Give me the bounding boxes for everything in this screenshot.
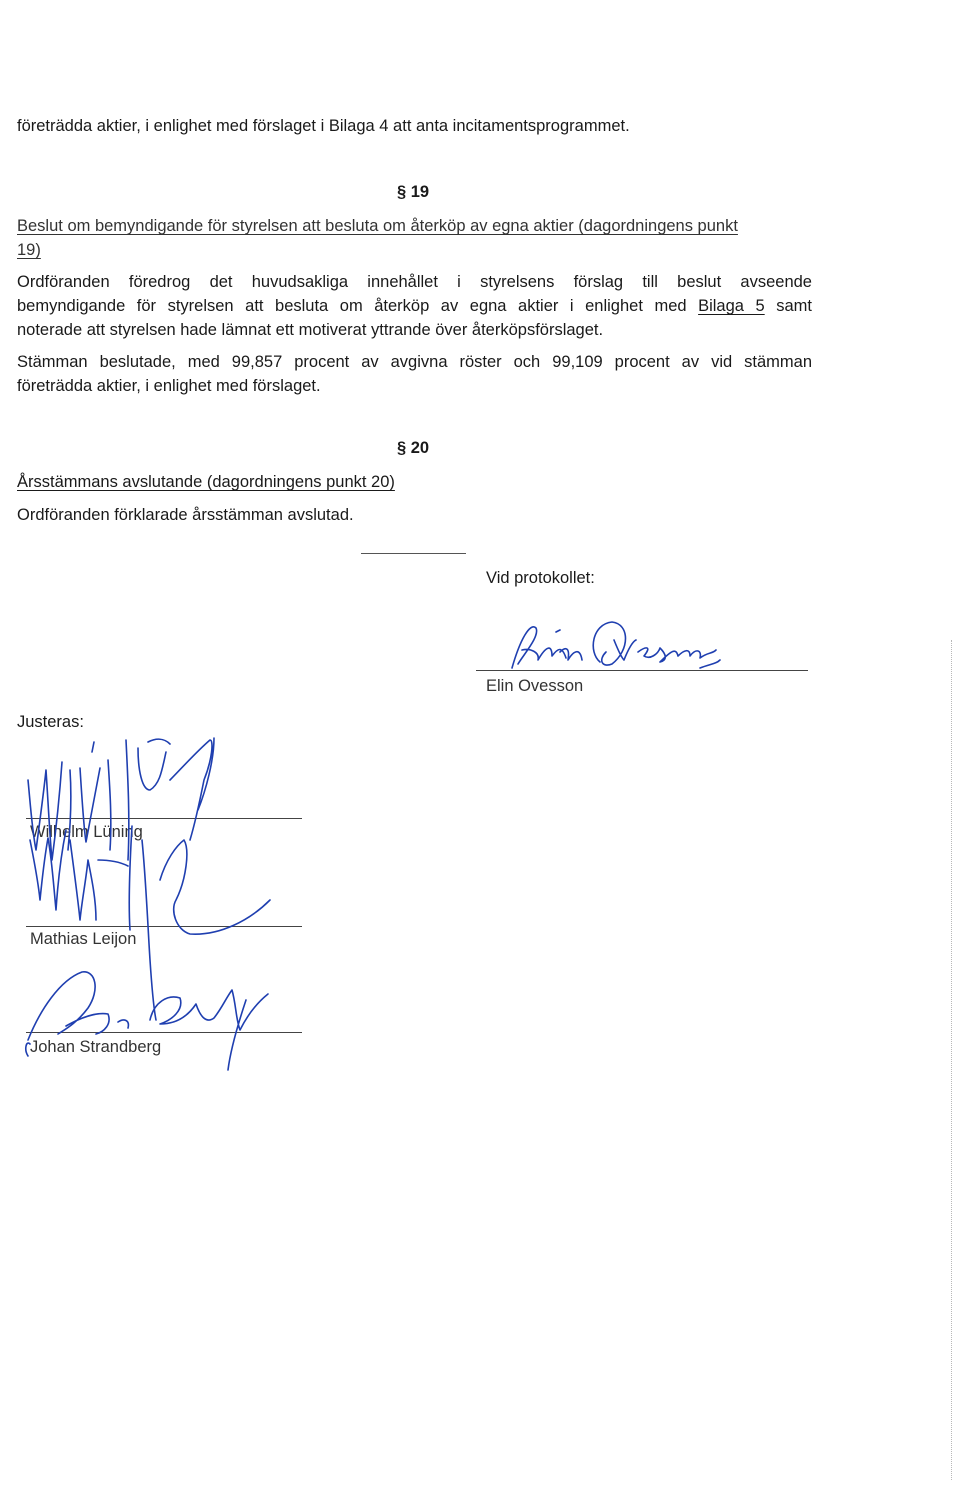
signature-elin-ovesson — [512, 622, 720, 668]
section-20-heading: Årsstämmans avslutande (dagordningens punkt 20) — [17, 473, 395, 491]
paragraph-1-line-3: noterade att styrelsen hade lämnat ett motiverat yttrande över återköpsförslaget. — [17, 321, 604, 339]
adjusters-label: Justeras: — [17, 713, 84, 731]
minutes-signer-name: Elin Ovesson — [486, 677, 584, 695]
adjuster-2-name: Mathias Leijon — [30, 930, 137, 948]
section-19-heading-line2: 19) — [17, 241, 41, 259]
paragraph-2-line-1: Stämman beslutade, med 99,857 procent av avgivna röster och 99,109 procent av vid stämman — [17, 353, 812, 371]
paragraph-1-line-1: Ordföranden föredrog det huvudsakliga innehållet i styrelsens förslag till beslut avseende — [17, 273, 812, 291]
signature-johan-strandberg — [26, 972, 268, 1070]
signature-mathias-leijon — [30, 826, 270, 1020]
section-19-heading-line1: Beslut om bemyndigande för styrelsen att besluta om återköp av egna aktier (dagordningens punkt — [17, 217, 738, 235]
adjuster-3-name: Johan Strandberg — [30, 1038, 162, 1056]
minutes-label: Vid protokollet: — [486, 569, 595, 587]
continuation-text: företrädda aktier, i enlighet med förslaget i Bilaga 4 att anta incitamentsprogrammet. — [17, 117, 630, 135]
bilaga-5-link: Bilaga 5 — [698, 297, 765, 315]
paragraph-2-line-2: företrädda aktier, i enlighet med förslaget. — [17, 377, 321, 395]
scan-edge-artifact — [951, 640, 952, 1480]
signature-wilhelm-luning — [28, 738, 214, 860]
section-19-number: § 19 — [397, 183, 430, 201]
section-20-number: § 20 — [397, 439, 430, 457]
adjuster-1-name: Wilhelm Lüning — [30, 823, 143, 841]
paragraph-1-line-2: bemyndigande för styrelsen att besluta om återköp av egna aktier i enlighet med Bilaga 5 samt — [17, 297, 812, 315]
section-20-paragraph: Ordföranden förklarade årsstämman avslutad. — [17, 506, 354, 524]
